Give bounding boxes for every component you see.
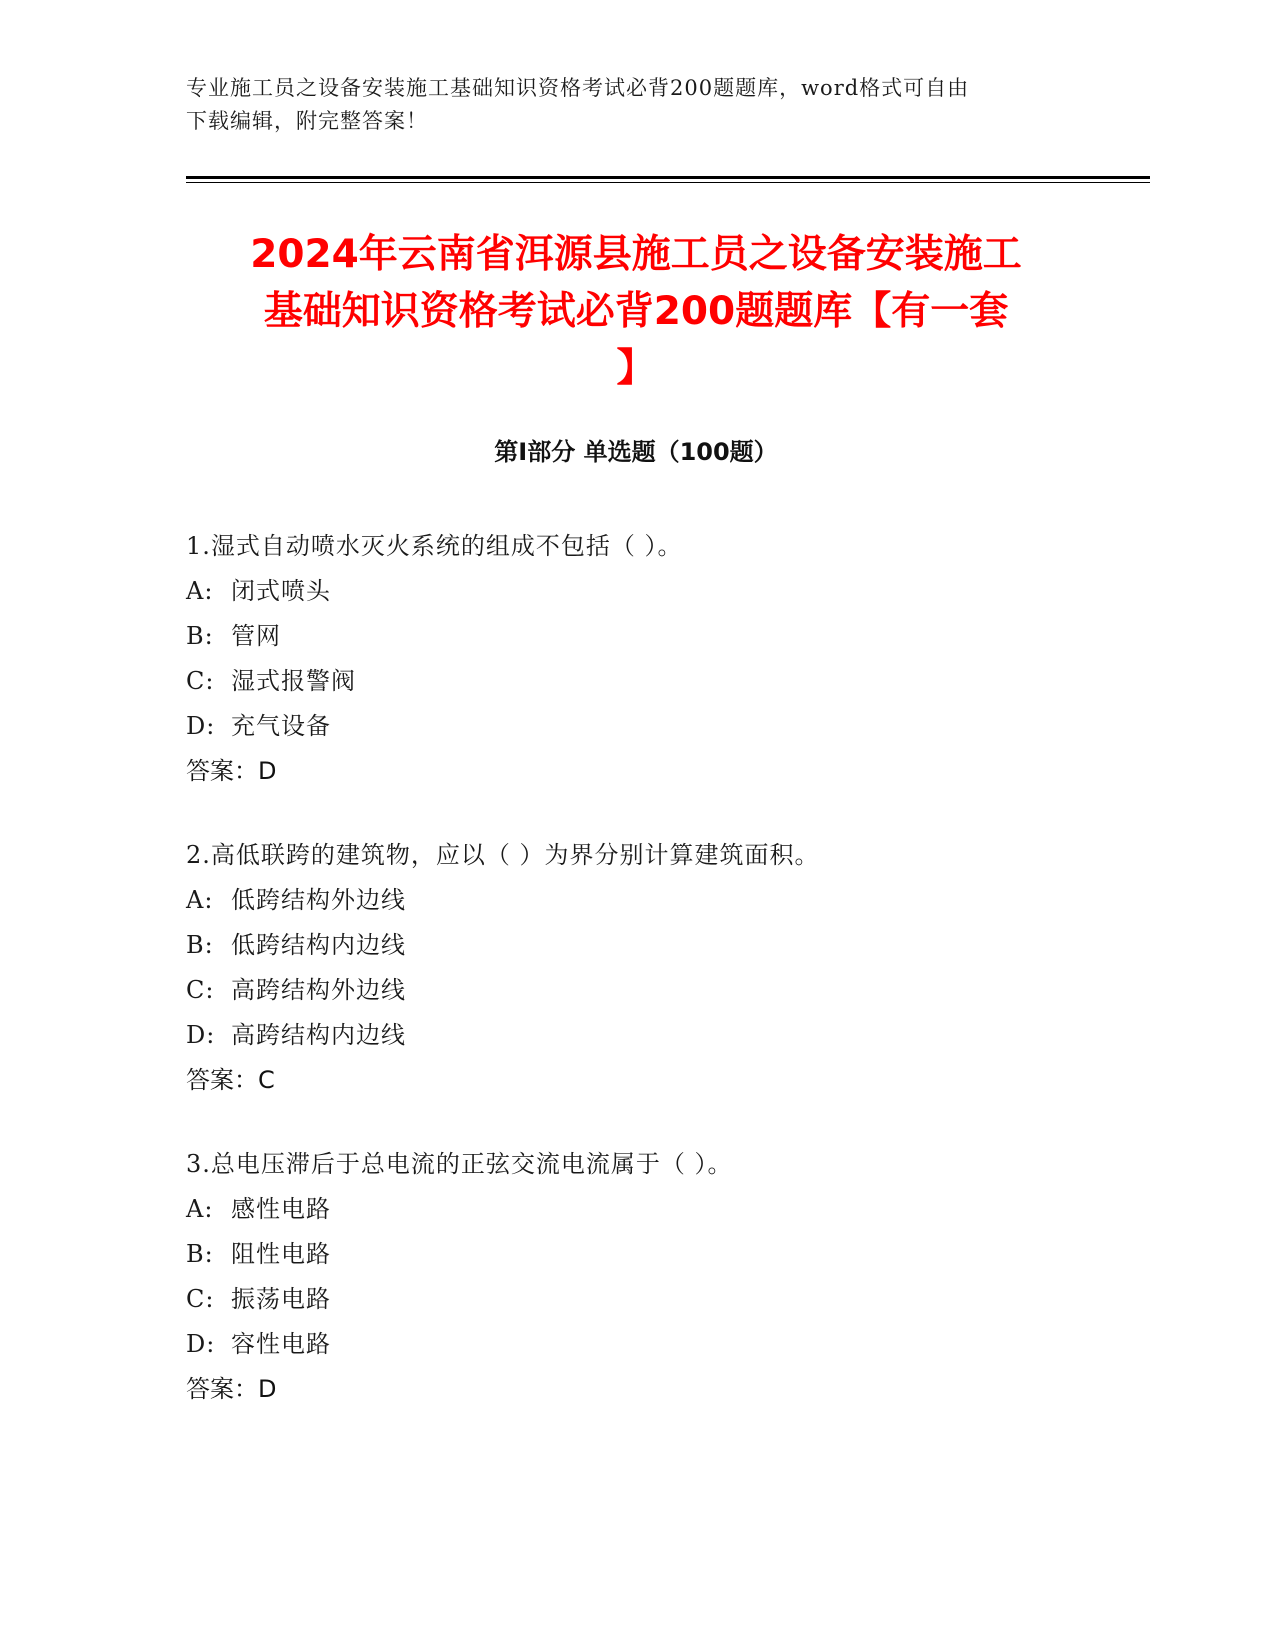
section-title: 第I部分 单选题（100题）: [494, 438, 778, 466]
option-text: 高跨结构内边线: [231, 1021, 406, 1049]
option-text: 阻性电路: [231, 1240, 331, 1268]
option-letter: D:: [186, 712, 216, 740]
answer-line: 答案：C: [186, 1066, 275, 1094]
intro-line: 专业施工员之设备安装施工基础知识资格考试必背200题题库，word格式可自由: [186, 76, 970, 100]
question-stem: 1.湿式自动喷水灭火系统的组成不包括（ ）。: [186, 532, 683, 560]
option-text: 低跨结构内边线: [231, 931, 406, 959]
option-c: [186, 968, 1086, 1013]
question-item: [186, 1142, 1086, 1412]
option-letter: D:: [186, 1330, 216, 1358]
option-d: [186, 1013, 1086, 1058]
option-text: 高跨结构外边线: [231, 976, 406, 1004]
question-item: [186, 833, 1086, 1103]
option-b: [186, 923, 1086, 968]
question-list: [186, 524, 1086, 1451]
header-divider-thin: [186, 182, 1150, 183]
option-d: [186, 704, 1086, 749]
option-letter: C:: [186, 667, 215, 695]
question-stem: 2.高低联跨的建筑物，应以（ ）为界分别计算建筑面积。: [186, 841, 820, 869]
document-title: [186, 226, 1086, 397]
option-text: 容性电路: [231, 1330, 331, 1358]
option-letter: B:: [186, 622, 214, 650]
option-text: 感性电路: [231, 1195, 331, 1223]
option-letter: D:: [186, 1021, 216, 1049]
option-letter: C:: [186, 1285, 215, 1313]
option-letter: B:: [186, 931, 214, 959]
answer-line: 答案：D: [186, 1375, 277, 1403]
option-b: [186, 614, 1086, 659]
option-a: [186, 569, 1086, 614]
option-c: [186, 659, 1086, 704]
option-a: [186, 878, 1086, 923]
header-divider-thick: [186, 176, 1150, 179]
option-text: 充气设备: [231, 712, 331, 740]
question-item: [186, 524, 1086, 794]
option-letter: A:: [186, 577, 214, 605]
option-letter: B:: [186, 1240, 214, 1268]
option-text: 闭式喷头: [231, 577, 331, 605]
option-d: [186, 1322, 1086, 1367]
question-stem: 3.总电压滞后于总电流的正弦交流电流属于（ ）。: [186, 1150, 733, 1178]
option-a: [186, 1187, 1086, 1232]
option-text: 低跨结构外边线: [231, 886, 406, 914]
option-text: 振荡电路: [231, 1285, 331, 1313]
answer-line: 答案：D: [186, 757, 277, 785]
option-letter: A:: [186, 886, 214, 914]
option-c: [186, 1277, 1086, 1322]
title-line: 基础知识资格考试必背200题题库【有一套: [263, 289, 1009, 334]
title-line: 2024年云南省洱源县施工员之设备安装施工: [250, 232, 1022, 277]
intro-line: 下载编辑，附完整答案！: [186, 109, 428, 133]
title-line: 】: [616, 346, 656, 391]
intro-text: [186, 72, 1086, 138]
option-text: 管网: [231, 622, 281, 650]
option-letter: A:: [186, 1195, 214, 1223]
option-text: 湿式报警阀: [231, 667, 356, 695]
option-letter: C:: [186, 976, 215, 1004]
option-b: [186, 1232, 1086, 1277]
